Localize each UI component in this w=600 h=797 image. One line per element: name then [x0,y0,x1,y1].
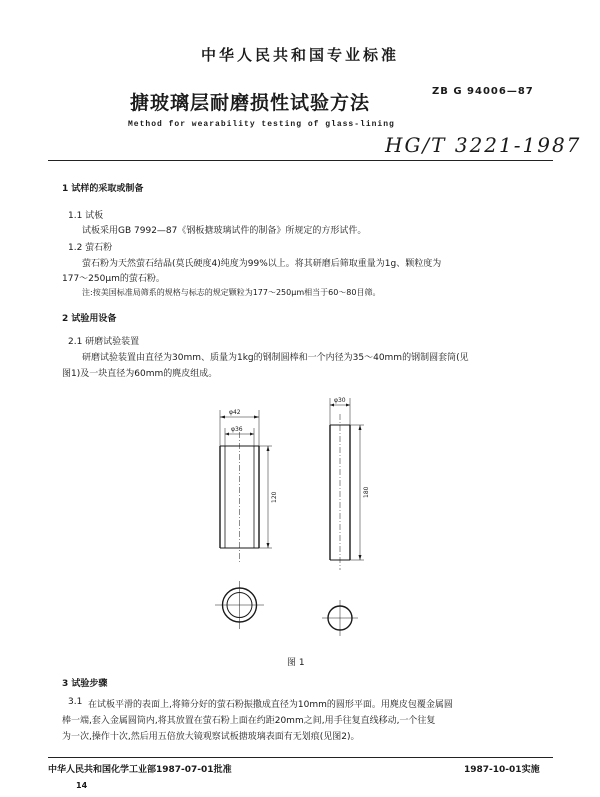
dim-outer-diameter: φ42 [229,409,241,416]
section-1-2-note: 注:按美国标准局筛系的规格与标志的规定颗粒为177～250μm相当于60～80目筛。 [82,288,381,297]
rod-dimension-lines [330,405,360,560]
section-1-2-text-line2: 177～250μm的萤石粉。 [62,274,165,284]
rod-elevation [330,398,364,570]
standard-code: ZB G 94006—87 [432,86,534,97]
figure-1-caption: 图 1 [287,658,305,668]
section-1-1-text: 试板采用GB 7992—87《钢板搪玻璃试件的制备》所规定的方形试件。 [82,226,367,236]
sleeve-dimension-lines [220,417,268,548]
section-2-1-text-line1: 研磨试验装置由直径为30mm、质量为1kg的钢制圆棒和一个内径为35～40mm的钢制圆套筒(见 [82,353,469,363]
section-3-1-text-line1: 在试板平滑的表面上,将筛分好的萤石粉振撒成直径为10mm的圆形平面。用麂皮包覆金属圆 [88,700,453,710]
dim-inner-diameter: φ36 [231,426,243,433]
section-2-1-text-line2: 图1)及一块直径为60mm的麂皮组成。 [62,369,218,379]
implementation-date: 1987-10-01实施 [464,765,540,775]
section-1-title: 1 试样的采取或制备 [62,184,144,194]
dim-rod-height: 180 [363,486,370,498]
section-1-2-text-line1: 萤石粉为天然萤石结晶(莫氏硬度4)纯度为99%以上。将其研磨后筛取重量为1g、颗粒度为 [82,259,442,269]
approval-text: 中华人民共和国化学工业部1987-07-01批准 [48,765,232,775]
section-3-1-label: 3.1 [68,697,83,707]
page-number: 14 [76,781,88,790]
section-1-2-label: 1.2 萤石粉 [68,243,113,253]
dim-sleeve-height: 120 [271,491,278,503]
standard-body-header: 中华人民共和国专业标准 [200,46,399,64]
section-2-1-label: 2.1 研磨试验装置 [68,337,140,347]
section-3-1-text-line2: 棒一端,套入金属圆筒内,将其放置在萤石粉上面在约距20mm之间,用手往复直线移动,一个往复 [62,716,436,726]
footer-divider [48,757,553,758]
sleeve-elevation [220,410,272,562]
rod-plan-view [322,600,358,636]
section-3-title: 3 试验步骤 [62,679,108,689]
document-title: 搪玻璃层耐磨损性试验方法 [130,92,371,114]
sleeve-plan-view [215,581,264,629]
section-2-title: 2 试验用设备 [62,314,117,324]
english-title: Method for wearability testing of glass-lining [128,120,395,129]
handwritten-code: HG/T 3221-1987 [385,133,582,157]
section-3-1-text-line3: 为一次,操作十次,然后用五倍放大镜观察试板搪玻璃表面有无划痕(见图2)。 [62,732,360,742]
dim-rod-diameter: φ30 [334,397,346,404]
section-1-1-label: 1.1 试板 [68,211,104,221]
